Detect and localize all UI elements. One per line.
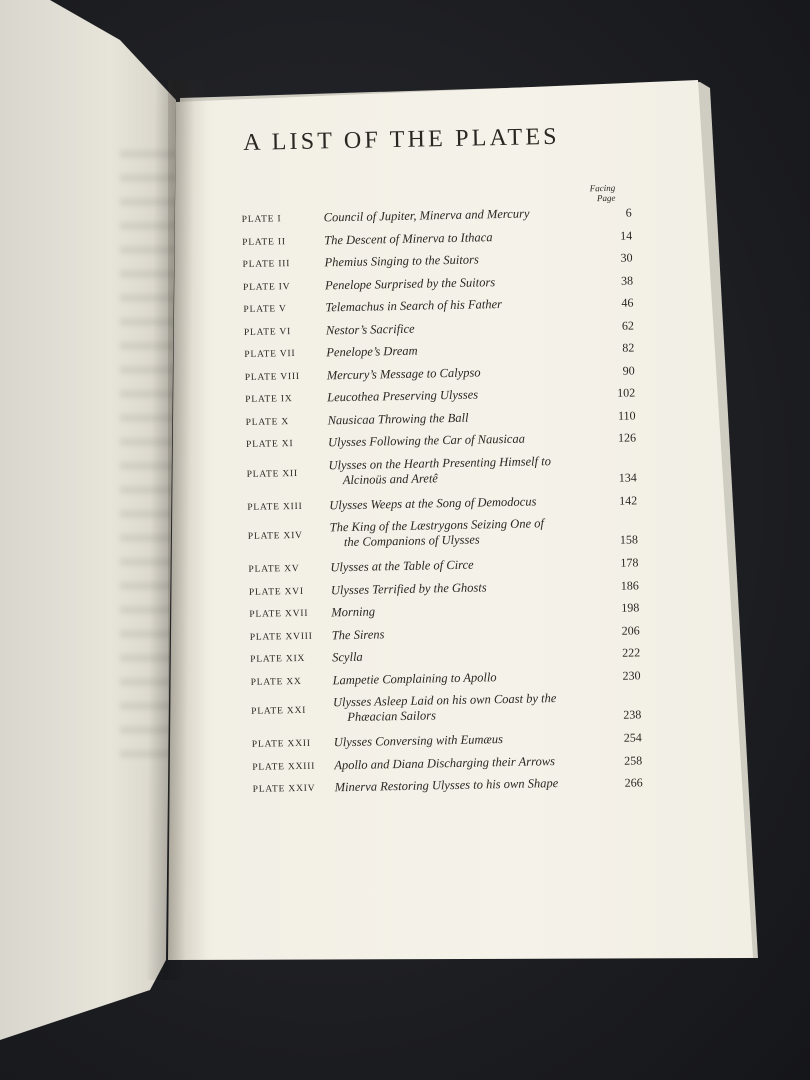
plate-caption-line: The Descent of Minerva to Ithaca	[324, 229, 493, 247]
facing-page-number: 186	[620, 577, 639, 593]
plate-number: PLATE XXIII	[252, 761, 316, 773]
plate-number: PLATE V	[243, 304, 287, 315]
plates-list	[240, 120, 674, 848]
plate-number: PLATE XIV	[247, 530, 303, 542]
plate-number: PLATE IX	[245, 394, 293, 405]
plate-number: PLATE XVI	[248, 586, 304, 598]
facing-page-number: 82	[622, 340, 635, 355]
plate-caption-line: Ulysses Asleep Laid on his own Coast by the	[332, 691, 557, 710]
plate-row	[249, 577, 639, 600]
facing-page-number: 238	[623, 707, 642, 722]
plate-caption	[332, 623, 592, 643]
plate-row	[242, 204, 632, 227]
plate-caption	[324, 205, 584, 225]
facing-page-number: 258	[624, 752, 643, 768]
plate-caption-line: The Sirens	[331, 626, 385, 642]
facing-page-number: 126	[617, 430, 637, 445]
plate-caption	[327, 408, 587, 428]
facing-page-number: 198	[621, 600, 640, 615]
plate-caption-line: Leucothea Preserving Ulysses	[327, 387, 479, 405]
facing-page-number: 254	[623, 730, 642, 745]
plate-caption	[325, 273, 585, 293]
plate-row	[246, 429, 636, 452]
plate-number: PLATE XI	[245, 439, 294, 450]
plate-caption	[328, 453, 589, 488]
facing-page-number: 38	[620, 272, 634, 288]
plate-row	[245, 384, 635, 407]
plate-row	[251, 689, 642, 729]
plate-caption-line: Apollo and Diana Discharging their Arrows	[334, 753, 556, 772]
facing-label: Facing	[589, 182, 616, 194]
plate-caption	[325, 295, 585, 315]
plate-caption	[328, 430, 588, 450]
plate-caption	[327, 363, 587, 383]
plate-caption	[330, 555, 590, 575]
plate-caption-line: Minerva Restoring Ulysses to his own Shape	[334, 776, 559, 795]
plate-row	[243, 294, 633, 317]
page-label: Page	[596, 192, 616, 204]
plate-row	[248, 514, 639, 554]
plate-caption-line: Phemius Singing to the Suitors	[324, 252, 479, 270]
plate-caption	[331, 600, 591, 620]
plate-number: PLATE XV	[248, 563, 300, 575]
plate-caption-line: Ulysses at the Table of Circe	[330, 557, 474, 575]
plate-row	[250, 622, 640, 645]
plate-caption	[333, 690, 594, 725]
plate-row	[253, 774, 643, 797]
plate-row	[243, 272, 633, 295]
plate-caption-line: Morning	[331, 604, 376, 620]
plate-caption	[324, 250, 584, 270]
plate-row	[245, 362, 635, 385]
plate-caption	[334, 753, 594, 773]
plate-number: PLATE XVII	[249, 608, 309, 620]
plate-caption	[326, 340, 586, 360]
plate-number: PLATE XII	[246, 468, 299, 480]
plate-caption-line: Ulysses Conversing with Eumæus	[333, 732, 504, 750]
plate-caption-line: Council of Jupiter, Minerva and Mercury	[323, 206, 530, 225]
plate-number: PLATE XXI	[251, 705, 307, 717]
plate-caption	[329, 493, 589, 513]
facing-page-number: 178	[620, 555, 639, 570]
plate-caption-line: Mercury’s Message to Calypso	[326, 364, 481, 382]
plate-number: PLATE XVIII	[249, 631, 313, 643]
plate-number: PLATE VIII	[244, 371, 300, 383]
facing-page-number: 110	[617, 407, 636, 423]
facing-page-number: 158	[619, 532, 639, 547]
plate-number: PLATE XIII	[247, 501, 303, 513]
facing-page-number: 134	[618, 469, 637, 485]
plate-number: PLATE VII	[244, 348, 296, 360]
plate-caption	[334, 730, 594, 750]
plate-caption	[332, 668, 592, 688]
plate-row	[244, 339, 634, 362]
plate-number: PLATE XX	[250, 676, 302, 688]
plate-row	[247, 492, 637, 515]
plate-caption	[332, 645, 592, 665]
plate-caption-line: Scylla	[332, 649, 363, 665]
facing-page-number: 266	[624, 775, 643, 790]
plate-row	[252, 752, 642, 775]
plate-caption-line: Phæacian Sailors	[347, 708, 436, 725]
plate-number: PLATE III	[242, 259, 291, 270]
plate-number: PLATE II	[242, 236, 286, 248]
plate-caption-line: Lampetie Complaining to Apollo	[332, 669, 497, 687]
plate-caption-line: Telemachus in Search of his Father	[325, 297, 503, 315]
plate-number: PLATE XXIV	[252, 783, 316, 795]
plate-row	[249, 599, 639, 622]
plate-caption	[326, 318, 586, 338]
plate-number: PLATE XXII	[251, 738, 311, 750]
facing-page-number: 230	[622, 667, 641, 683]
plate-row	[246, 407, 636, 430]
plate-caption-line: Ulysses Terrified by the Ghosts	[330, 579, 487, 597]
plate-caption	[324, 228, 584, 248]
facing-page-header	[571, 183, 615, 204]
facing-page-number: 142	[619, 492, 638, 508]
facing-page-number: 6	[625, 205, 632, 220]
plate-caption	[330, 515, 591, 550]
plate-caption-line: Ulysses on the Hearth Presenting Himself to	[328, 453, 552, 472]
facing-page-number: 206	[621, 622, 640, 638]
plate-caption-line: the Companions of Ulysses	[343, 532, 480, 550]
plate-caption-line: Ulysses Following the Car of Nausicaa	[327, 431, 526, 450]
facing-page-number: 90	[622, 362, 635, 378]
plate-caption	[331, 578, 591, 598]
plate-row	[244, 317, 634, 340]
plate-caption-line: The King of the Læstrygons Seizing One of	[329, 516, 545, 535]
plate-rows	[241, 204, 643, 795]
plate-row	[250, 644, 640, 667]
facing-page-number: 14	[619, 227, 633, 243]
plate-caption-line: Nestor’s Sacrifice	[325, 321, 415, 337]
page-title: A LIST OF THE PLATES	[243, 123, 560, 156]
plate-row	[242, 227, 632, 250]
plate-number: PLATE VI	[243, 326, 292, 338]
facing-page-number: 102	[617, 385, 636, 400]
facing-page-number: 62	[621, 317, 634, 333]
plate-caption-line: Penelope Surprised by the Suitors	[324, 274, 496, 292]
plate-number: PLATE XIX	[250, 653, 306, 665]
plate-row	[252, 729, 642, 752]
plate-number: PLATE X	[245, 416, 290, 428]
facing-page-number: 222	[622, 645, 641, 660]
plate-row	[246, 452, 637, 492]
plate-row	[248, 554, 638, 577]
plate-number: PLATE IV	[242, 281, 291, 293]
plate-caption-line: Alcinoüs and Aretê	[342, 470, 439, 487]
plate-caption	[327, 385, 587, 405]
plate-number: PLATE I	[241, 214, 282, 225]
plate-caption	[335, 775, 595, 795]
plate-caption-line: Ulysses Weeps at the Song of Demodocus	[329, 493, 537, 512]
plate-caption-line: Nausicaa Throwing the Ball	[327, 410, 469, 427]
plate-caption-line: Penelope’s Dream	[326, 343, 418, 360]
facing-page-number: 30	[620, 250, 633, 265]
plate-row	[242, 249, 632, 272]
facing-page-number: 46	[621, 295, 634, 310]
plate-row	[250, 667, 640, 690]
